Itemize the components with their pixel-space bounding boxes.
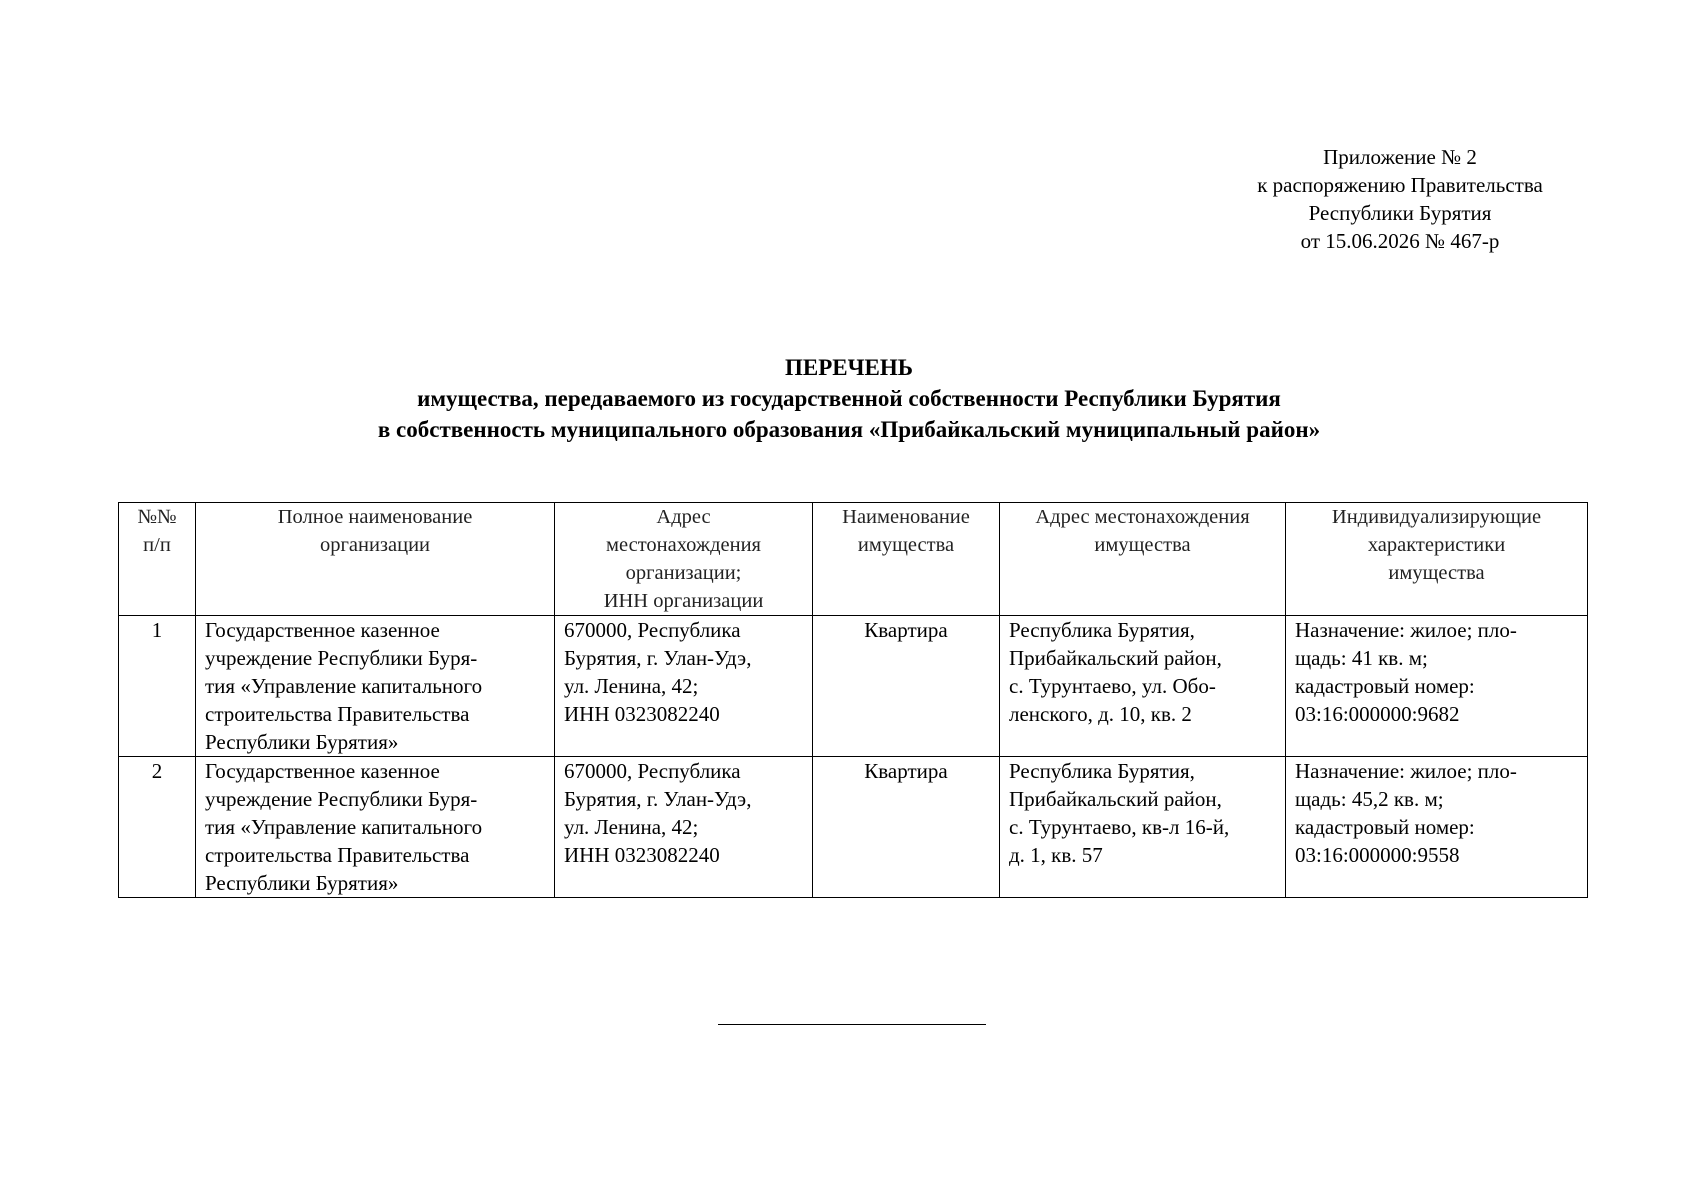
appendix-line-3: Республики Бурятия xyxy=(1308,201,1492,225)
header-characteristics: Индивидуализирующие характеристики имущества xyxy=(1286,503,1588,616)
table-header-row xyxy=(119,503,1588,616)
header-org-address: Адрес местонахождения организации; ИНН организации xyxy=(555,503,813,616)
row-number: 2 xyxy=(119,757,196,898)
property-name-cell: Квартира xyxy=(813,616,1000,757)
appendix-line-1: Приложение № 2 xyxy=(1323,145,1477,169)
appendix-block xyxy=(1200,143,1600,255)
appendix-line-2: к распоряжению Правительства xyxy=(1257,173,1543,197)
header-property-name: Наименование имущества xyxy=(813,503,1000,616)
row-number: 1 xyxy=(119,616,196,757)
table-row xyxy=(119,757,1588,898)
org-name-cell: Государственное казенное учреждение Республики Буря- тия «Управление капитального строительства Правительства Республики Бурятия» xyxy=(196,616,555,757)
org-name-cell: Государственное казенное учреждение Республики Буря- тия «Управление капитального строительства Правительства Республики Бурятия» xyxy=(196,757,555,898)
bottom-divider xyxy=(718,1024,986,1025)
header-number: №№ п/п xyxy=(119,503,196,616)
header-property-address: Адрес местонахождения имущества xyxy=(1000,503,1286,616)
table-row xyxy=(119,616,1588,757)
characteristics-cell: Назначение: жилое; пло- щадь: 45,2 кв. м; кадастровый номер: 03:16:000000:9558 xyxy=(1286,757,1588,898)
title-line-2: в собственность муниципального образования «Прибайкальский муниципальный район» xyxy=(377,417,1321,442)
org-address-cell: 670000, Республика Бурятия, г. Улан-Удэ, ул. Ленина, 42; ИНН 0323082240 xyxy=(555,757,813,898)
header-org-name: Полное наименование организации xyxy=(196,503,555,616)
title-line-1: имущества, передаваемого из государственной собственности Республики Бурятия xyxy=(417,386,1281,411)
document-title xyxy=(0,352,1698,445)
property-address-cell: Республика Бурятия, Прибайкальский район, с. Турунтаево, ул. Обо- ленского, д. 10, кв. 2 xyxy=(1000,616,1286,757)
property-address-cell: Республика Бурятия, Прибайкальский район, с. Турунтаево, кв-л 16-й, д. 1, кв. 57 xyxy=(1000,757,1286,898)
title-heading: ПЕРЕЧЕНЬ xyxy=(785,355,913,380)
org-address-cell: 670000, Республика Бурятия, г. Улан-Удэ, ул. Ленина, 42; ИНН 0323082240 xyxy=(555,616,813,757)
property-name-cell: Квартира xyxy=(813,757,1000,898)
appendix-line-4: от 15.06.2026 № 467-р xyxy=(1300,229,1500,253)
characteristics-cell: Назначение: жилое; пло- щадь: 41 кв. м; кадастровый номер: 03:16:000000:9682 xyxy=(1286,616,1588,757)
property-table xyxy=(118,502,1588,898)
